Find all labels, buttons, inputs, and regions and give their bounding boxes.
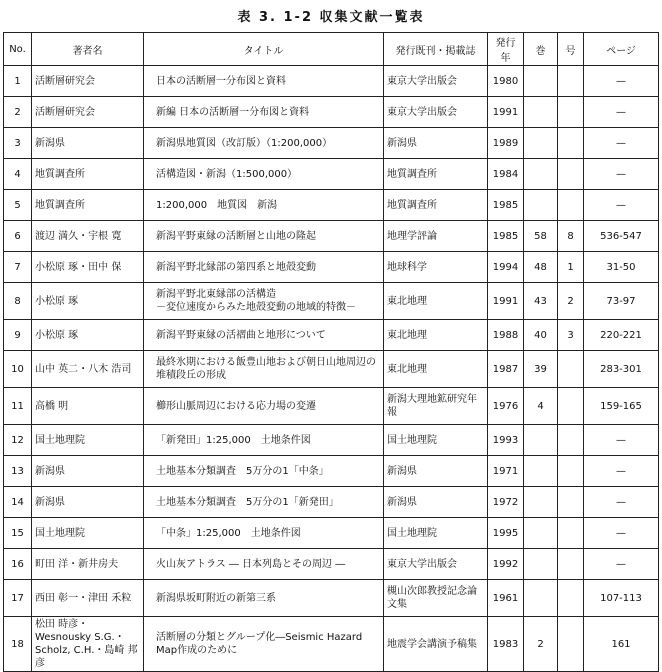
header-issue: 号 xyxy=(558,33,584,66)
cell-year: 1985 xyxy=(488,221,524,252)
table-row xyxy=(4,66,659,97)
cell-publisher: 地震学会講演予稿集 xyxy=(384,617,488,672)
cell-issue xyxy=(558,388,584,425)
cell-no: 18 xyxy=(4,617,32,672)
table-row xyxy=(4,221,659,252)
cell-author: 活断層研究会 xyxy=(32,66,144,97)
cell-issue xyxy=(558,351,584,388)
cell-pages: — xyxy=(584,66,659,97)
table-row xyxy=(4,388,659,425)
cell-year: 1971 xyxy=(488,456,524,487)
cell-pages: 107-113 xyxy=(584,580,659,617)
cell-author: 国土地理院 xyxy=(32,518,144,549)
cell-issue: 3 xyxy=(558,320,584,351)
cell-author: 小松原 琢 xyxy=(32,320,144,351)
cell-author: 地質調査所 xyxy=(32,159,144,190)
cell-volume: 2 xyxy=(524,617,558,672)
table-row xyxy=(4,487,659,518)
cell-pages: — xyxy=(584,97,659,128)
cell-no: 15 xyxy=(4,518,32,549)
cell-no: 9 xyxy=(4,320,32,351)
cell-pages: — xyxy=(584,190,659,221)
cell-no: 10 xyxy=(4,351,32,388)
cell-year: 1976 xyxy=(488,388,524,425)
cell-title: 1:200,000 地質図 新潟 xyxy=(144,190,384,221)
cell-publisher: 国土地理院 xyxy=(384,518,488,549)
table-row xyxy=(4,549,659,580)
cell-issue: 8 xyxy=(558,221,584,252)
cell-volume: 48 xyxy=(524,252,558,283)
table-row xyxy=(4,97,659,128)
cell-title: 新潟県地質図（改訂版）（1:200,000） xyxy=(144,128,384,159)
cell-title: 新編 日本の活断層一分布図と資料 xyxy=(144,97,384,128)
cell-volume xyxy=(524,159,558,190)
cell-volume xyxy=(524,425,558,456)
cell-pages: 220-221 xyxy=(584,320,659,351)
cell-no: 16 xyxy=(4,549,32,580)
cell-pages: 73-97 xyxy=(584,283,659,320)
table-row xyxy=(4,190,659,221)
cell-title: 「新発田」1:25,000 土地条件図 xyxy=(144,425,384,456)
cell-year: 1991 xyxy=(488,97,524,128)
cell-publisher: 新潟県 xyxy=(384,456,488,487)
cell-pages: 283-301 xyxy=(584,351,659,388)
cell-no: 2 xyxy=(4,97,32,128)
header-title: タイトル xyxy=(144,33,384,66)
cell-no: 12 xyxy=(4,425,32,456)
cell-author: 地質調査所 xyxy=(32,190,144,221)
cell-issue xyxy=(558,190,584,221)
cell-author: 渡辺 満久・宇根 寛 xyxy=(32,221,144,252)
cell-title: 櫛形山脈周辺における応力場の変遷 xyxy=(144,388,384,425)
header-publisher: 発行既刊・掲載誌 xyxy=(384,33,488,66)
table-row xyxy=(4,425,659,456)
cell-year: 1980 xyxy=(488,66,524,97)
cell-publisher: 新潟県 xyxy=(384,128,488,159)
cell-author: 活断層研究会 xyxy=(32,97,144,128)
cell-issue xyxy=(558,425,584,456)
cell-author: 西田 彰一・津田 禾粒 xyxy=(32,580,144,617)
cell-publisher: 新潟県 xyxy=(384,487,488,518)
cell-author: 松田 時彦・Wesnousky S.G.・Scholz, C.H.・島崎 邦彦 xyxy=(32,617,144,672)
cell-volume: 4 xyxy=(524,388,558,425)
cell-author: 山中 英二・八木 浩司 xyxy=(32,351,144,388)
table-row xyxy=(4,456,659,487)
cell-issue xyxy=(558,549,584,580)
cell-no: 1 xyxy=(4,66,32,97)
cell-volume xyxy=(524,97,558,128)
cell-year: 1989 xyxy=(488,128,524,159)
table-row xyxy=(4,617,659,672)
cell-volume xyxy=(524,487,558,518)
table-row xyxy=(4,320,659,351)
cell-title: 「中条」1:25,000 土地条件図 xyxy=(144,518,384,549)
cell-title: 新潟平野東縁の活褶曲と地形について xyxy=(144,320,384,351)
cell-pages: — xyxy=(584,456,659,487)
cell-title: 火山灰アトラス ― 日本列島とその周辺 ― xyxy=(144,549,384,580)
table-body xyxy=(4,66,659,672)
cell-pages: — xyxy=(584,159,659,190)
cell-author: 新潟県 xyxy=(32,487,144,518)
cell-title: 日本の活断層一分布図と資料 xyxy=(144,66,384,97)
cell-publisher: 東京大学出版会 xyxy=(384,549,488,580)
cell-volume: 39 xyxy=(524,351,558,388)
cell-issue xyxy=(558,580,584,617)
cell-publisher: 東京大学出版会 xyxy=(384,66,488,97)
cell-volume xyxy=(524,66,558,97)
cell-no: 3 xyxy=(4,128,32,159)
cell-issue xyxy=(558,456,584,487)
header-year: 発行年 xyxy=(488,33,524,66)
cell-issue: 2 xyxy=(558,283,584,320)
cell-year: 1987 xyxy=(488,351,524,388)
cell-year: 1961 xyxy=(488,580,524,617)
cell-no: 13 xyxy=(4,456,32,487)
cell-publisher: 地理学評論 xyxy=(384,221,488,252)
cell-year: 1993 xyxy=(488,425,524,456)
table-row xyxy=(4,252,659,283)
cell-year: 1984 xyxy=(488,159,524,190)
cell-no: 11 xyxy=(4,388,32,425)
cell-year: 1994 xyxy=(488,252,524,283)
cell-author: 小松原 琢 xyxy=(32,283,144,320)
cell-pages: — xyxy=(584,128,659,159)
cell-volume xyxy=(524,128,558,159)
cell-publisher: 地質調査所 xyxy=(384,159,488,190)
cell-year: 1988 xyxy=(488,320,524,351)
cell-volume xyxy=(524,549,558,580)
cell-no: 7 xyxy=(4,252,32,283)
table-row xyxy=(4,159,659,190)
cell-year: 1995 xyxy=(488,518,524,549)
cell-title: 新潟平野東縁の活断層と山地の隆起 xyxy=(144,221,384,252)
cell-pages: — xyxy=(584,549,659,580)
cell-volume: 40 xyxy=(524,320,558,351)
table-row xyxy=(4,128,659,159)
cell-pages: 536-547 xyxy=(584,221,659,252)
cell-year: 1992 xyxy=(488,549,524,580)
cell-issue: 1 xyxy=(558,252,584,283)
cell-volume: 43 xyxy=(524,283,558,320)
cell-publisher: 東北地理 xyxy=(384,351,488,388)
table-row xyxy=(4,580,659,617)
cell-issue xyxy=(558,617,584,672)
cell-no: 17 xyxy=(4,580,32,617)
cell-volume xyxy=(524,518,558,549)
header-author: 著者名 xyxy=(32,33,144,66)
table-header-row xyxy=(4,33,659,66)
cell-publisher: 東京大学出版会 xyxy=(384,97,488,128)
cell-year: 1972 xyxy=(488,487,524,518)
cell-author: 高橋 明 xyxy=(32,388,144,425)
header-pages: ページ xyxy=(584,33,659,66)
cell-publisher: 槻山次郎教授記念論文集 xyxy=(384,580,488,617)
cell-volume xyxy=(524,190,558,221)
cell-issue xyxy=(558,128,584,159)
cell-issue xyxy=(558,97,584,128)
table-title: 表 3. 1-2 収集文献一覧表 xyxy=(237,10,425,25)
cell-no: 5 xyxy=(4,190,32,221)
cell-pages: 161 xyxy=(584,617,659,672)
cell-pages: — xyxy=(584,487,659,518)
cell-title: 新潟県坂町附近の新第三系 xyxy=(144,580,384,617)
cell-title: 土地基本分類調査 5万分の1「新発田」 xyxy=(144,487,384,518)
cell-no: 6 xyxy=(4,221,32,252)
cell-author: 新潟県 xyxy=(32,456,144,487)
cell-pages: — xyxy=(584,518,659,549)
cell-author: 国土地理院 xyxy=(32,425,144,456)
cell-publisher: 東北地理 xyxy=(384,283,488,320)
cell-publisher: 国土地理院 xyxy=(384,425,488,456)
cell-publisher: 新潟大理地鉱研究年報 xyxy=(384,388,488,425)
cell-year: 1983 xyxy=(488,617,524,672)
table-row xyxy=(4,351,659,388)
cell-pages: — xyxy=(584,425,659,456)
cell-author: 新潟県 xyxy=(32,128,144,159)
cell-title: 新潟平野北縁部の第四系と地殻変動 xyxy=(144,252,384,283)
cell-volume xyxy=(524,456,558,487)
cell-author: 町田 洋・新井房夫 xyxy=(32,549,144,580)
literature-table xyxy=(3,32,659,672)
cell-no: 14 xyxy=(4,487,32,518)
header-no: No. xyxy=(4,33,32,66)
table-row xyxy=(4,518,659,549)
cell-author: 小松原 琢・田中 保 xyxy=(32,252,144,283)
cell-no: 8 xyxy=(4,283,32,320)
cell-volume: 58 xyxy=(524,221,558,252)
cell-issue xyxy=(558,66,584,97)
cell-issue xyxy=(558,159,584,190)
cell-title: 新潟平野北東縁部の活構造 －変位速度からみた地殻変動の地域的特徴－ xyxy=(144,283,384,320)
cell-volume xyxy=(524,580,558,617)
table-row xyxy=(4,283,659,320)
cell-year: 1985 xyxy=(488,190,524,221)
cell-pages: 159-165 xyxy=(584,388,659,425)
cell-publisher: 地質調査所 xyxy=(384,190,488,221)
cell-publisher: 東北地理 xyxy=(384,320,488,351)
cell-publisher: 地球科学 xyxy=(384,252,488,283)
cell-year: 1991 xyxy=(488,283,524,320)
cell-pages: 31-50 xyxy=(584,252,659,283)
header-volume: 巻 xyxy=(524,33,558,66)
cell-title: 活断層の分類とグループ化―Seismic Hazard Map作成のために xyxy=(144,617,384,672)
cell-no: 4 xyxy=(4,159,32,190)
cell-title: 最終氷期における飯豊山地および朝日山地周辺の堆積段丘の形成 xyxy=(144,351,384,388)
cell-title: 活構造図・新潟（1:500,000） xyxy=(144,159,384,190)
cell-issue xyxy=(558,518,584,549)
cell-title: 土地基本分類調査 5万分の1「中条」 xyxy=(144,456,384,487)
cell-issue xyxy=(558,487,584,518)
